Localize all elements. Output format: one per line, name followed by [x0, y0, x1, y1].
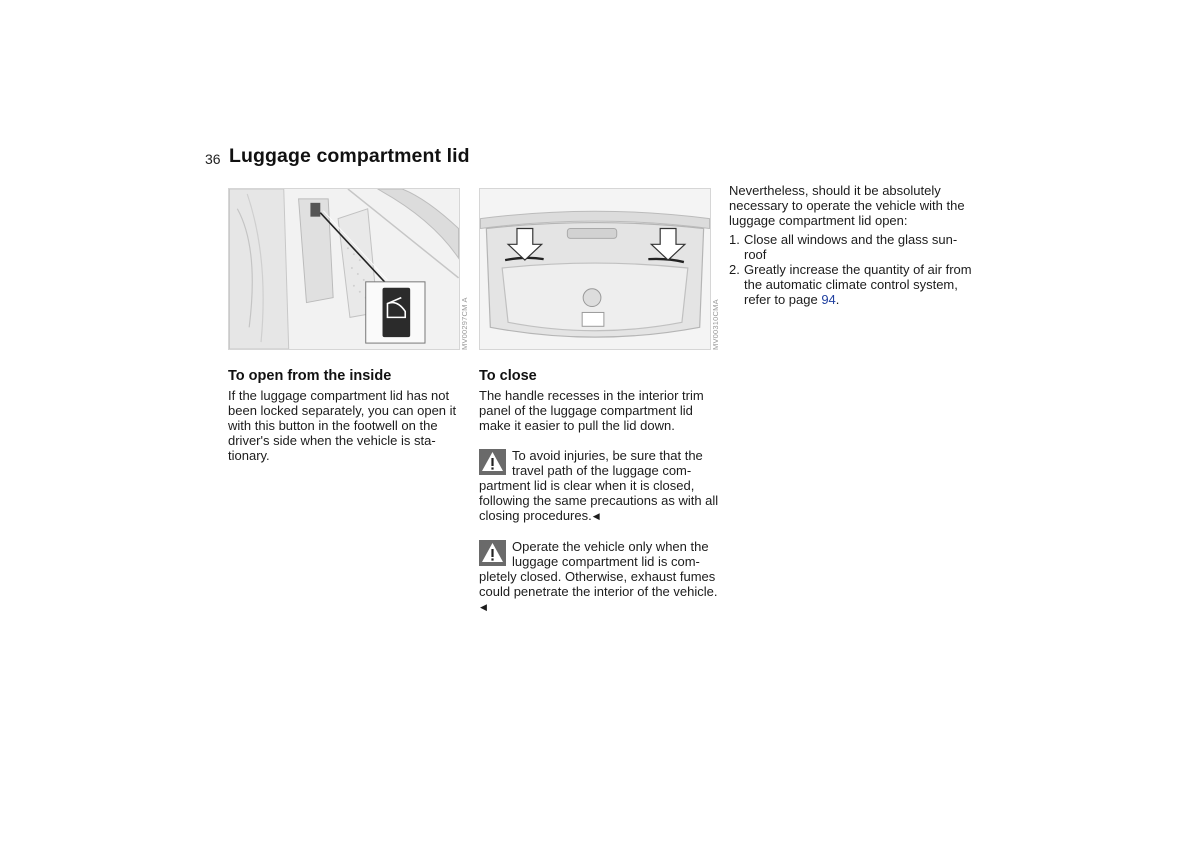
open-heading: To open from the inside	[228, 368, 392, 384]
footwell-button-figure	[228, 188, 460, 350]
close-text: The handle recesses in the interior trim panel of the luggage compartment lid make it easier to pull the lid down.	[479, 388, 704, 433]
trunk-lid-figure	[479, 188, 711, 350]
page-reference-link[interactable]: 94	[821, 292, 836, 307]
list-item	[729, 262, 977, 307]
end-mark: ◀	[480, 602, 487, 612]
open-text: If the luggage compartment lid has not been locked separately, you can open it with this button in the footwell on the driver's side when the vehicle is sta-tionary.	[228, 388, 457, 463]
footwell-illustration	[229, 189, 459, 349]
figure-code-2: MV00310CMA	[711, 299, 720, 350]
steps-list	[729, 232, 977, 307]
step-text: Greatly increase the quantity of air from the automatic climate control system, refer to page	[744, 262, 972, 307]
close-section	[479, 368, 721, 615]
warning-text: Operate the vehicle only when the luggage compartment lid is com-pletely closed. Otherwise, exhaust fumes could penetrate the interior of the vehicle.	[479, 539, 718, 599]
step-number: 1.	[729, 232, 740, 247]
step-suffix: .	[835, 292, 840, 307]
step-number: 2.	[729, 262, 740, 277]
open-section	[228, 368, 470, 463]
close-heading: To close	[479, 368, 537, 384]
list-item	[729, 232, 977, 262]
page-title: Luggage compartment lid	[229, 145, 470, 167]
warning-triangle-icon	[479, 449, 506, 475]
figure-code-1: MV00297CM A	[460, 297, 469, 350]
end-mark: ◀	[592, 511, 600, 521]
intro-text: Nevertheless, should it be absolutely necessary to operate the vehicle with the luggage compartment lid open:	[729, 183, 965, 228]
step-text: Close all windows and the glass sun-roof	[744, 232, 958, 262]
open-lid-driving-section	[729, 183, 977, 307]
trunk-lid-illustration	[480, 189, 710, 349]
page-number: 36	[205, 151, 221, 167]
warning-note	[479, 539, 721, 615]
warning-triangle-icon	[479, 540, 506, 566]
warning-note	[479, 448, 721, 524]
warning-text: To avoid injuries, be sure that the travel path of the luggage com-partment lid is clear when it is closed, following the same precautions as with all closing procedures.	[479, 448, 719, 523]
